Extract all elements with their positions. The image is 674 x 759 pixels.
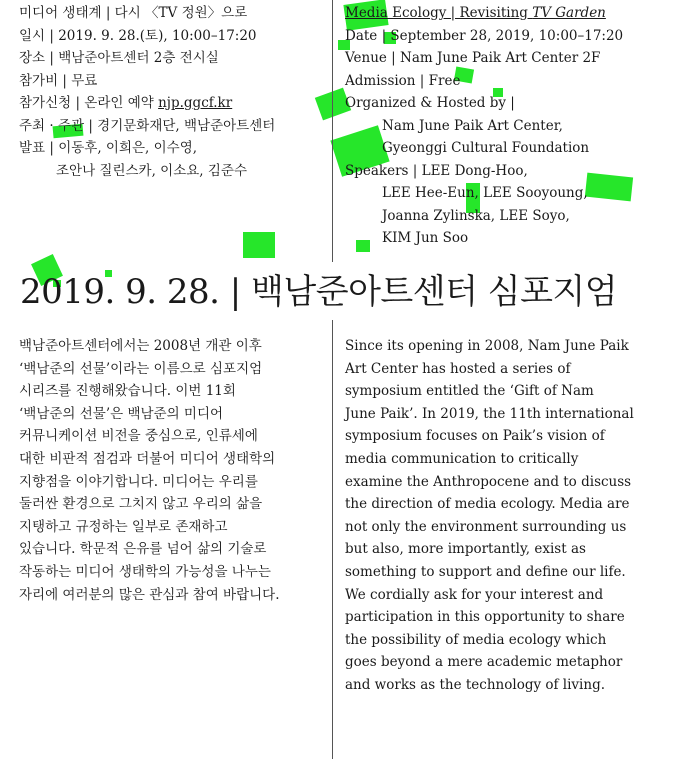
english-description — [345, 335, 634, 697]
body-line: not only the environment surrounding us — [345, 518, 627, 535]
body-line: 커뮤니케이션 비전을 중심으로, 인류세에 — [19, 428, 258, 445]
title-text: Media Ecology | Revisiting — [345, 5, 533, 21]
body-line: participation in this opportunity to share — [345, 609, 625, 626]
body-line: the possibility of media ecology which — [345, 631, 607, 648]
body-line: 자리에 여러분의 많은 관심과 참여 바랍니다. — [19, 586, 280, 603]
column-divider-bottom — [332, 320, 333, 759]
info-line: 미디어 생태계 | 다시 〈TV 정원〉으로 — [19, 5, 248, 21]
body-line: 지탱하고 규정하는 일부로 존재하고 — [19, 518, 228, 535]
info-line: LEE Hee-Eun, LEE Sooyoung, — [382, 185, 588, 201]
body-line: 있습니다. 학문적 은유를 넘어 삶의 기술로 — [19, 541, 267, 558]
body-line: the direction of media ecology. Media are — [345, 496, 630, 513]
body-line: 백남준아트센터에서는 2008년 개관 이후 — [19, 338, 262, 354]
info-line: KIM Jun Soo — [382, 230, 469, 246]
body-line: ‘백남준의 선물’은 백남준의 미디어 — [19, 405, 224, 422]
column-divider-top — [332, 0, 333, 262]
info-line: 참가비 | 무료 — [19, 72, 98, 89]
page-title: 2019. 9. 28. | 백남준아트센터 심포지엄 — [20, 272, 618, 312]
title-italic: TV Garden — [532, 5, 606, 21]
info-line: 장소 | 백남준아트센터 2층 전시실 — [19, 50, 219, 66]
info-line: Admission | Free — [345, 72, 461, 89]
body-line: We cordially ask for your interest and — [345, 586, 604, 603]
korean-description — [19, 335, 280, 606]
korean-event-info — [19, 2, 275, 182]
body-line: Since its opening in 2008, Nam June Paik — [345, 338, 629, 354]
body-line: goes beyond a mere academic metaphor — [345, 654, 623, 671]
info-line: Nam June Paik Art Center, — [382, 117, 563, 134]
info-line: 조안나 질린스카, 이소요, 김준수 — [56, 162, 247, 179]
body-line: symposium entitled the ‘Gift of Nam — [345, 383, 594, 400]
info-line: Date | September 28, 2019, 10:00–17:20 — [345, 27, 624, 44]
body-line: but also, more importantly, exist as — [345, 541, 586, 558]
body-line: 둘러싼 환경으로 그치지 않고 우리의 삶을 — [19, 496, 263, 513]
body-line: 시리즈를 진행해왔습니다. 이번 11회 — [19, 383, 236, 400]
body-line: 작동하는 미디어 생태학의 가능성을 나누는 — [19, 563, 271, 580]
info-line: Organized & Hosted by | — [345, 95, 515, 111]
info-line: 참가신청 | 온라인 예약 — [19, 95, 159, 111]
info-line: Venue | Nam June Paik Art Center 2F — [345, 50, 601, 66]
body-line: 대한 비판적 점검과 더불어 미디어 생태학의 — [19, 450, 276, 467]
green-blob — [243, 232, 275, 258]
registration-link[interactable]: njp.ggcf.kr — [158, 95, 233, 111]
info-line: Joanna Zylinska, LEE Soyo, — [382, 207, 570, 224]
body-line: 지향점을 이야기합니다. 미디어는 우리를 — [19, 473, 258, 490]
info-line: 발표 | 이동후, 이희은, 이수영, — [19, 140, 198, 156]
body-line: media communication to critically — [345, 450, 579, 467]
body-line: and works as the technology of living. — [345, 676, 606, 693]
english-title — [345, 2, 623, 25]
body-line: examine the Anthropocene and to discuss — [345, 473, 632, 490]
info-line: Speakers | LEE Dong-Hoo, — [345, 162, 528, 179]
body-line: Art Center has hosted a series of — [345, 360, 571, 377]
body-line: something to support and define our life. — [345, 563, 626, 580]
info-line: Gyeonggi Cultural Foundation — [382, 140, 590, 156]
body-line: symposium focuses on Paik’s vision of — [345, 428, 605, 445]
english-event-info — [345, 2, 623, 250]
info-line-registration — [19, 92, 275, 115]
body-line: June Paik’. In 2019, the 11th international — [345, 405, 634, 422]
info-line: 일시 | 2019. 9. 28.(토), 10:00–17:20 — [19, 27, 257, 44]
body-line: ‘백남준의 선물’이라는 이름으로 심포지엄 — [19, 360, 263, 377]
info-line: 주최 · 주관 | 경기문화재단, 백남준아트센터 — [19, 117, 276, 134]
